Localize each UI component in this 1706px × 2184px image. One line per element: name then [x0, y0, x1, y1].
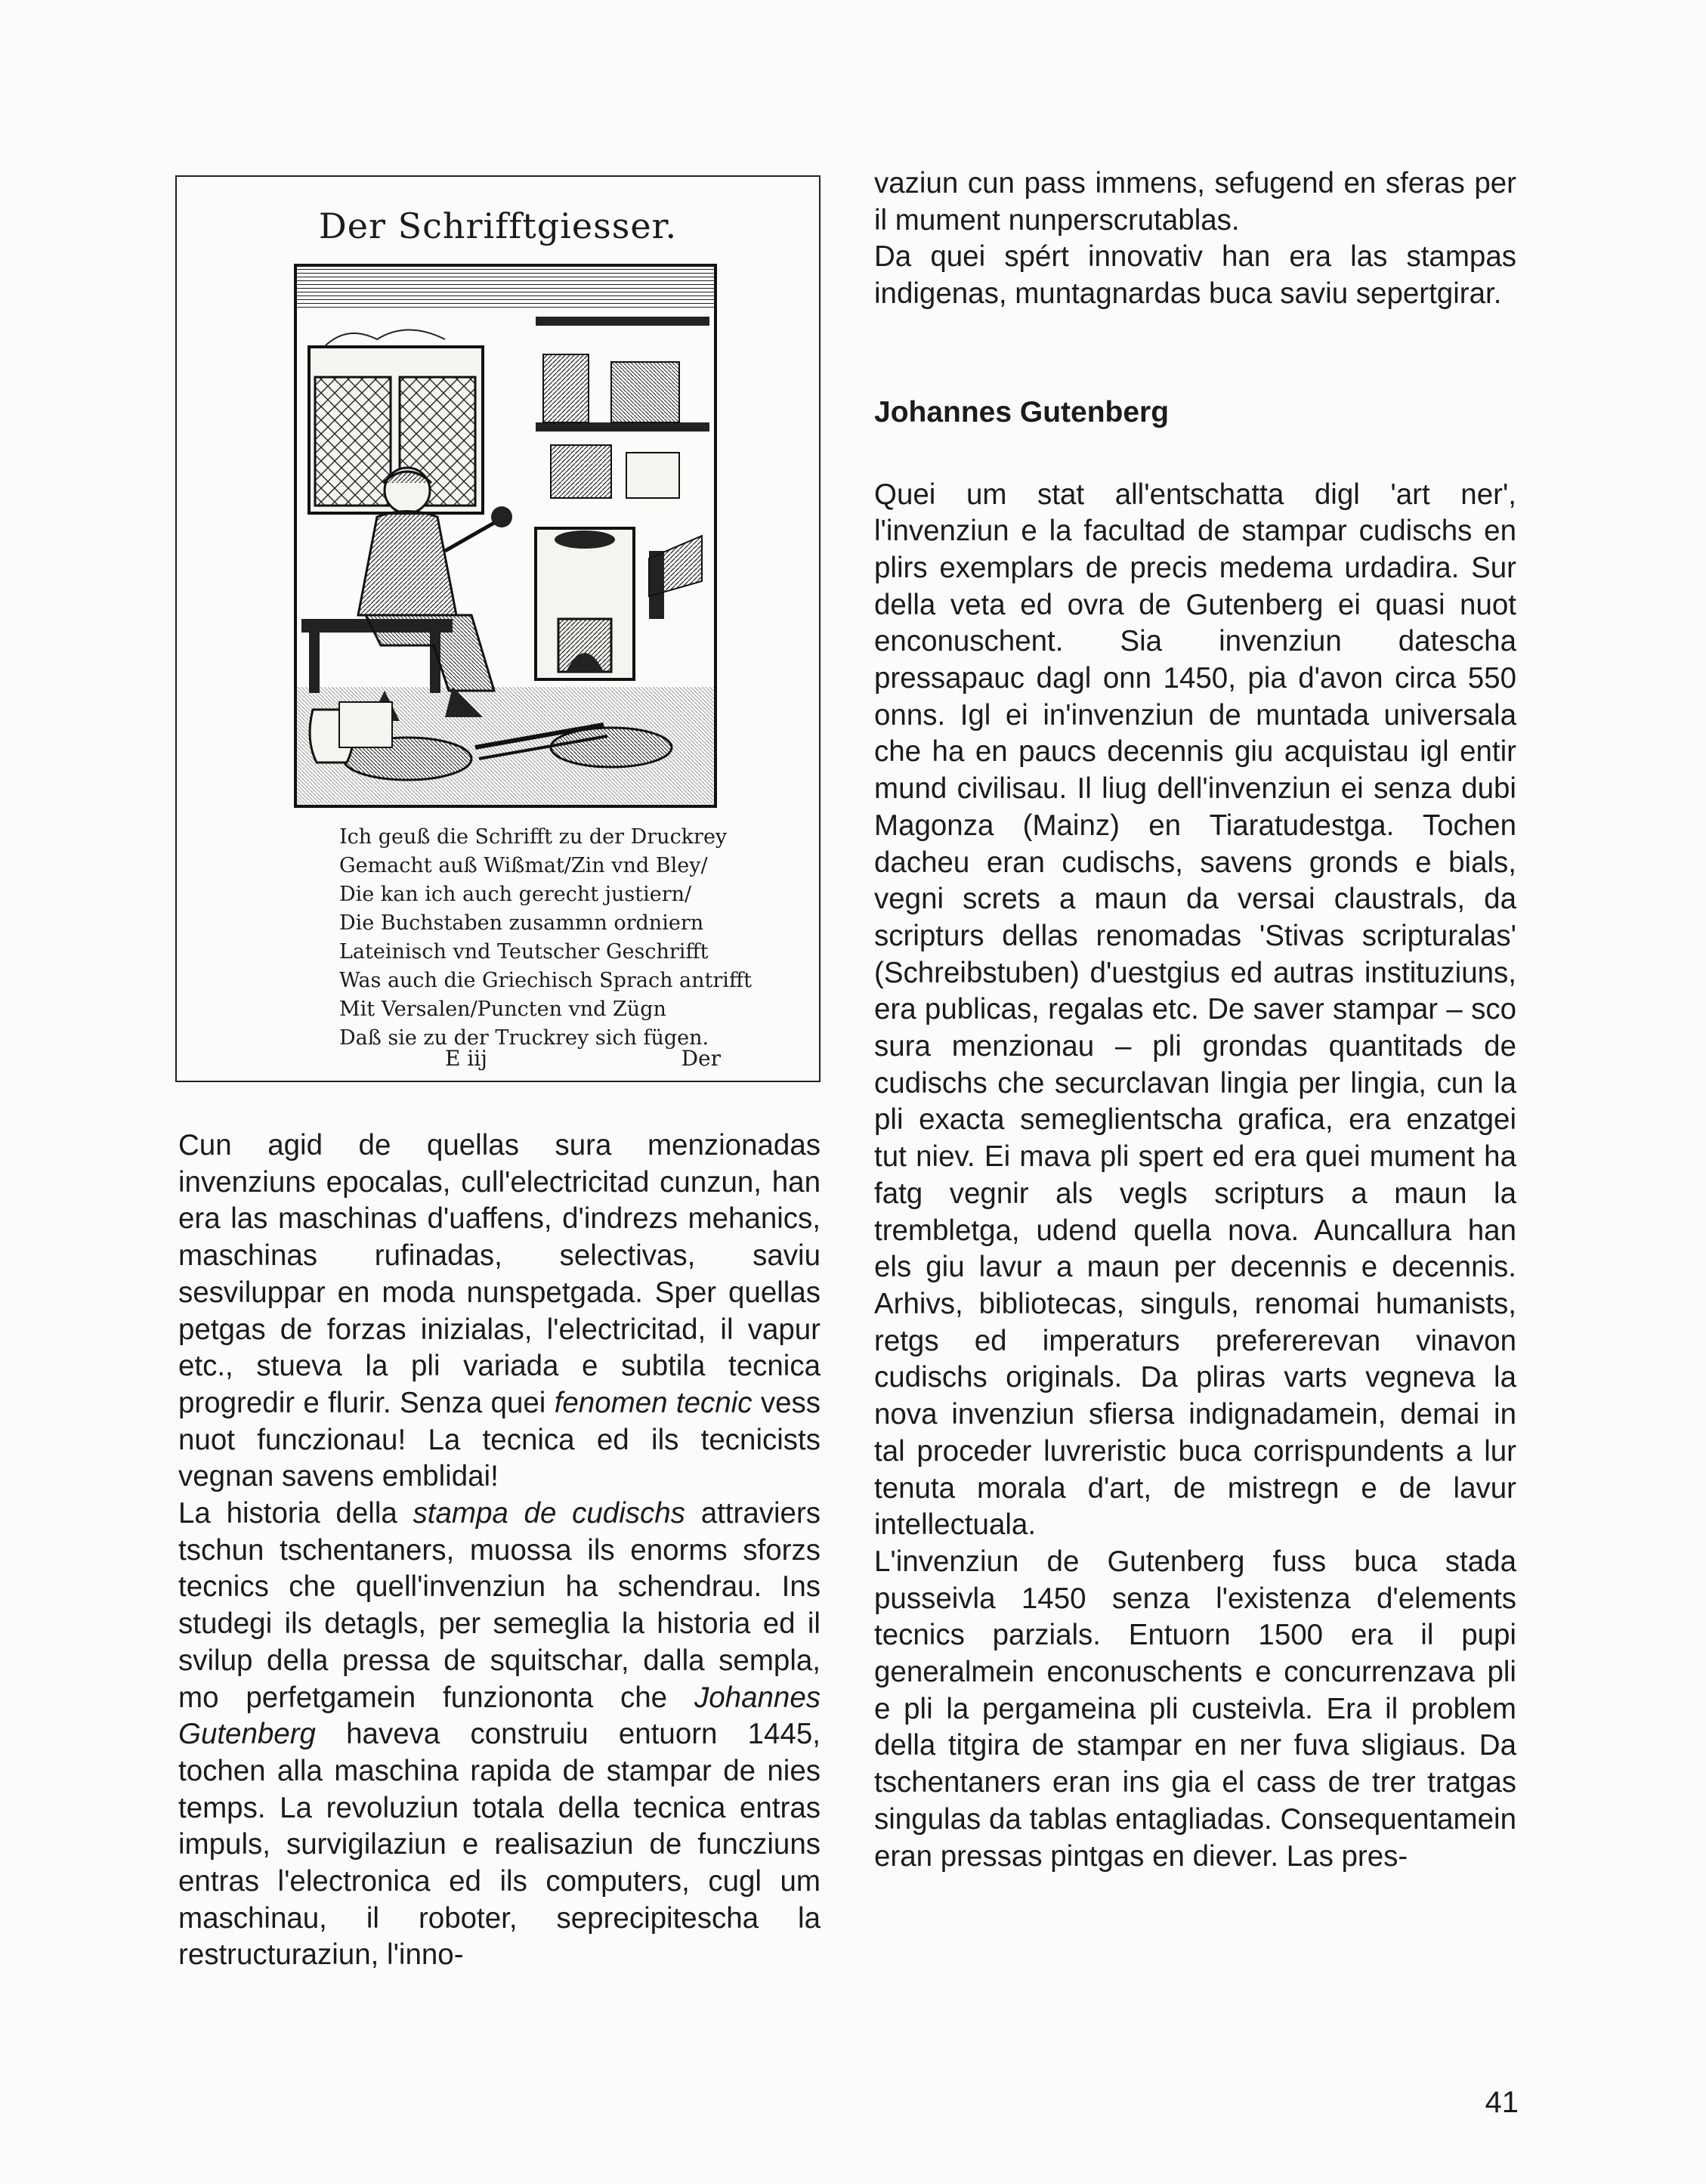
figure-title: Der Schrifftgiesser.	[318, 206, 678, 246]
figure-verse	[309, 823, 752, 1053]
paragraph: L'invenziun de Gutenberg fuss buca stada pusseivla 1450 senza l'existenza d'elements tecnics parzials. Entuorn 1500 era il pupi generalmein enconuschents e concurrenzava pli e pli la pergameina pli custeivla. Era il problem della titgira de stampar en ner fuva sligiaus. Da tschentaners eran ins gia el cass de trer tratgas singulas da tablas entagliadas. Consequentamein eran pressas pintgas en diever. Las pres-	[874, 1545, 1516, 1873]
signature-mark: E iij	[445, 1046, 487, 1071]
paragraph: vaziun cun pass immens, sefugend en sferas per il mument nunperscrutablas.	[874, 167, 1516, 237]
text-run: haveva construiu entuorn 1445, tochen alla maschina rapida de stampar de nies temps. La revoluziun totala della tecnica entras impuls, survigilaziun e realisaziun de funcziuns entras l'electronica ed ils computers, cugl um maschinau, il roboter, seprecipitescha la restructuraziun, l'inno-	[178, 1718, 821, 1972]
verse-line: Daß sie zu der Truckrey sich fügen.	[339, 1026, 709, 1050]
section-heading: Johannes Gutenberg	[874, 395, 1170, 428]
verse-line: Die Buchstaben zusammn ordniern	[339, 911, 704, 935]
text-run: La historia della	[178, 1497, 397, 1530]
text-run: Cun agid de quellas sura menzionadas invenziuns epocalas, cull'electricitad cunzun, han era las maschinas d'uaffens, d'indrezs mehanics, maschinas rufinadas, selectivas, saviu sesviluppar en moda nunspetgada. Sper quellas petgas de forzas inizialas, l'electricitad, il vapur etc., stueva la pli variada e subtila tecnica progredir e flurir. Senza quei	[178, 1129, 821, 1419]
paragraph	[178, 1496, 821, 1974]
woodcut-figure	[175, 175, 821, 1082]
right-column	[874, 166, 1516, 1875]
paragraph	[178, 1128, 821, 1496]
verse-line: Lateinisch vnd Teutscher Geschrifft	[339, 940, 709, 964]
verse-line: Ich geuß die Schrifft zu der Druckrey	[339, 825, 728, 849]
page-number: 41	[1485, 2086, 1519, 2119]
text-run: attraviers tschun tschentaners, muossa ils enorms sforzs tecnics che quell'invenziun ha schendrau. Ins studegi ils detagls, per semeglia la historia ed il svilup della pressa de squitschar, dalla sempla, mo perfetgamein funziononta che	[178, 1497, 821, 1714]
catchword: Der	[681, 1046, 721, 1071]
paragraph: Quei um stat all'entschatta digl 'art ner', l'invenziun e la facultad de stampar cudischs en plirs exemplars de precis medema urdadira. Sur della veta ed ovra de Gutenberg ei quasi nuot enconuschent. Sia invenziun datescha pressapauc dagl onn 1450, pia d'avon circa 550 onns. Igl ei in'invenziun de muntada universala che ha en paucs decennis giu acquistau igl entir mund civilisau. Il liug dell'invenziun ei senza dubi Magonza (Mainz) en Tiaratudestga. Tochen dacheu eran cudischs, savens gronds e bials, vegni screts a maun da versai claustrals, da scripturs dellas renomadas 'Stivas scripturalas' (Schreibstuben) d'uestgius ed autras instituziuns, era publicas, regalas etc. De saver stampar – sco sura menzionau – pli grondas quantitads de cudischs che securclavan lingia per lingia, cun la pli exacta semeglientscha grafica, era enzatgei tut niev. Ei mava pli spert ed era quei mument ha fatg vegnir als vegls scripturs a maun la trembletga, udend quella nova. Auncallura han els giu lavur a maun per decennis e decennis. Arhivs, bibliotecas, singuls, renomai humanists, retgs ed imperaturs prefererevan vinavon cudischs originals. Da pliras varts vegneva la nova invenziun sfiersa indignadamein, demai in tal proceder luvreristic buca corrispundents a lur tenuta morala d'art, de mistregn e de lavur intellectuala.	[874, 478, 1516, 1542]
paragraph: Da quei spért innovativ han era las stampas indigenas, muntagnardas buca saviu sepertgirar.	[874, 240, 1516, 311]
text-run: vess nuot funczionau! La tecnica ed ils tecnicists vegnan savens emblidai!	[178, 1386, 821, 1493]
italic-term: fenomen tecnic	[554, 1386, 753, 1419]
verse-line: Was auch die Griechisch Sprach antrifft	[339, 969, 752, 992]
italic-term: Johannes Gutenberg	[178, 1681, 821, 1751]
verse-line: Mit Versalen/Puncten vnd Zügn	[339, 998, 666, 1021]
verse-line: Gemacht auß Wißmat/Zin vnd Bley/	[339, 854, 708, 877]
woodcut-illustration	[294, 264, 717, 808]
left-column	[178, 1128, 821, 1974]
verse-line: Die kan ich auch gerecht justiern/	[339, 883, 692, 906]
italic-term: stampa de cudischs	[413, 1497, 685, 1530]
